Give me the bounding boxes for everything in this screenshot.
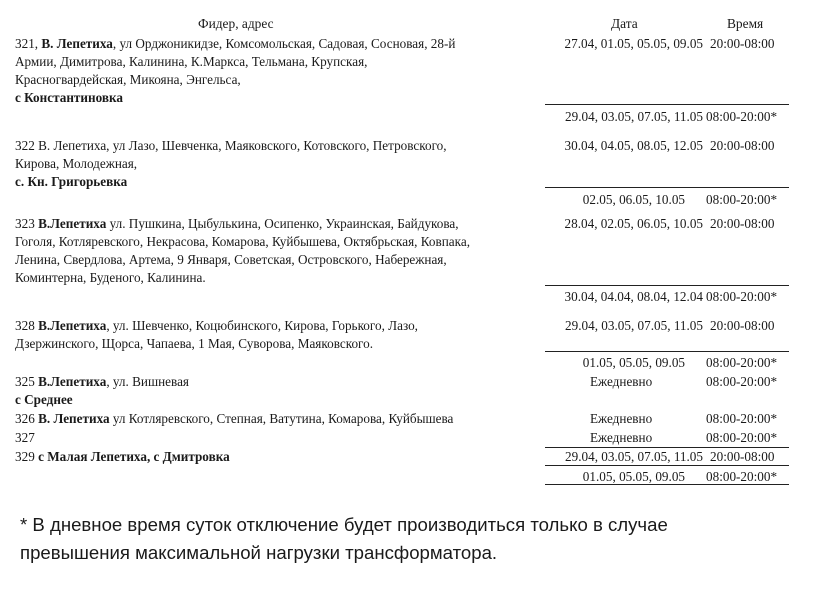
row-329-time-1: 20:00-08:00: [710, 449, 775, 464]
row-321-date-1: 27.04, 01.05, 05.05, 09.05: [564, 36, 703, 51]
row-329-number: 329: [15, 449, 39, 464]
row-328-time-1: 20:00-08:00: [710, 318, 775, 333]
header-time: Время: [727, 16, 764, 31]
row-321-address-line-1: [15, 35, 455, 53]
row-322-time-1: 20:00-08:00: [710, 138, 775, 153]
row-325-address-line-2: с Среднее: [15, 392, 73, 407]
row-328-time-2: 08:00-20:00*: [706, 355, 778, 370]
row-326-streets-1: ул Котляревского, Степная, Ватутина, Комарова, Куйбышева: [109, 411, 454, 426]
row-321-address-line-4: с Константиновка: [15, 90, 123, 105]
row-325-streets-1: , ул. Вишневая: [106, 374, 189, 389]
table-bottom-divider: [545, 484, 789, 485]
row-329-date-1: 29.04, 03.05, 07.05, 11.05: [565, 449, 703, 464]
row-325-place: В.Лепетиха: [38, 374, 107, 389]
row-322-address-line-1: 322 В. Лепетиха, ул Лазо, Шевченка, Маяковского, Котовского, Петровского,: [15, 138, 447, 153]
row-321-streets-1: , ул Орджоникидзе, Комсомольская, Садовая, Сосновая, 28-й: [112, 36, 456, 51]
row-323-streets-1: ул. Пушкина, Цыбулькина, Осипенко, Украинская, Байдукова,: [106, 216, 459, 231]
footnote-line-1: * В дневное время суток отключение будет производиться только в случае: [20, 514, 668, 535]
row-328-divider: [545, 351, 789, 352]
row-329-time-2: 08:00-20:00*: [706, 469, 778, 484]
row-322-time-2: 08:00-20:00*: [706, 192, 778, 207]
row-327-date: Ежедневно: [590, 430, 653, 445]
row-323-time-2: 08:00-20:00*: [706, 289, 778, 304]
row-323-place: В.Лепетиха: [38, 216, 107, 231]
row-328-number: 328: [15, 318, 39, 333]
row-321-divider: [545, 104, 789, 105]
row-328-date-2: 01.05, 05.05, 09.05: [582, 355, 685, 370]
header-feeder-address: Фидер, адрес: [198, 16, 274, 31]
row-323-number: 323: [15, 216, 39, 231]
row-323-address-line-4: Коминтерна, Буденого, Калинина.: [15, 270, 206, 285]
row-321-number: 321,: [15, 36, 42, 51]
row-329-place: с Малая Лепетиха, с Дмитровка: [38, 449, 230, 464]
row-326-place: В. Лепетиха: [38, 411, 110, 426]
footnote-line-2: превышения максимальной нагрузки трансформатора.: [20, 542, 498, 563]
row-323-address-line-1: [15, 215, 459, 233]
row-323-address-line-2: Гоголя, Котляревского, Некрасова, Комарова, Куйбышева, Октябрьская, Ковпака,: [15, 234, 470, 249]
row-327-time: 08:00-20:00*: [706, 430, 778, 445]
row-321-place: В. Лепетиха: [41, 36, 113, 51]
row-322-divider: [545, 187, 789, 188]
row-328-address-line-2: Дзержинского, Щорса, Чапаева, 1 Мая, Суворова, Маяковского.: [15, 336, 374, 351]
row-328-address-line-1: [15, 317, 418, 335]
row-321-time-1: 20:00-08:00: [710, 36, 775, 51]
row-329-divider: [545, 465, 789, 466]
row-323-time-1: 20:00-08:00: [710, 216, 775, 231]
row-325-number: 325: [15, 374, 39, 389]
header-date: Дата: [611, 16, 638, 31]
row-325-time: 08:00-20:00*: [706, 374, 778, 389]
row-322-address-line-2: Кирова, Молодежная,: [15, 156, 138, 171]
row-323-date-1: 28.04, 02.05, 06.05, 10.05: [564, 216, 703, 231]
row-326-date: Ежедневно: [590, 411, 653, 426]
row-321-date-2: 29.04, 03.05, 07.05, 11.05: [565, 109, 703, 124]
row-322-address-line-3: с. Кн. Григорьевка: [15, 174, 128, 189]
row-327-number: 327: [15, 430, 35, 445]
row-325-date: Ежедневно: [590, 374, 653, 389]
row-326-number: 326: [15, 411, 39, 426]
row-326-address-line-1: [15, 410, 453, 428]
row-323-date-2: 30.04, 04.04, 08.04, 12.04: [564, 289, 703, 304]
row-323-divider: [545, 285, 789, 286]
row-321-address-line-2: Армии, Димитрова, Калинина, К.Маркса, Тельмана, Крупская,: [15, 54, 368, 69]
row-321-address-line-3: Красногвардейская, Микояна, Энгельса,: [15, 72, 241, 87]
row-321-time-2: 08:00-20:00*: [706, 109, 778, 124]
row-328-streets-1: , ул. Шевченко, Коцюбинского, Кирова, Горького, Лазо,: [106, 318, 418, 333]
row-329-address-line-1: [15, 448, 230, 466]
row-322-date-2: 02.05, 06.05, 10.05: [582, 192, 685, 207]
row-328-place: В.Лепетиха: [38, 318, 107, 333]
row-326-time: 08:00-20:00*: [706, 411, 778, 426]
row-322-date-1: 30.04, 04.05, 08.05, 12.05: [564, 138, 703, 153]
row-325-address-line-1: [15, 373, 189, 391]
row-323-address-line-3: Ленина, Свердлова, Артема, 9 Января, Советская, Островского, Набережная,: [15, 252, 447, 267]
row-329-date-2: 01.05, 05.05, 09.05: [582, 469, 685, 484]
row-328-date-1: 29.04, 03.05, 07.05, 11.05: [565, 318, 703, 333]
